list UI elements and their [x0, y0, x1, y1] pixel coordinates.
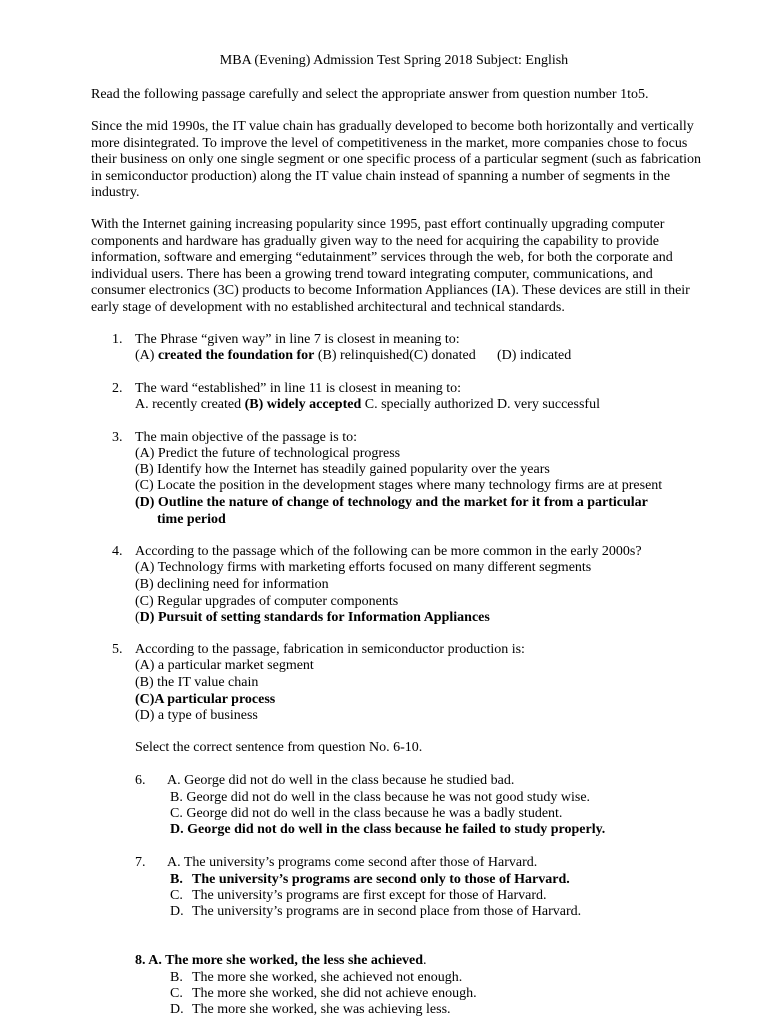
question-number: 2. [112, 381, 123, 396]
option-d: (D) a type of business [135, 708, 258, 723]
question-number: 5. [112, 642, 123, 657]
option-b: (B) Identify how the Internet has steadily gained popularity over the years [135, 462, 550, 477]
question-stem: The main objective of the passage is to: [135, 430, 357, 445]
option-c: (C) Locate the position in the development stages where many technology firms are at present [135, 478, 663, 493]
question-stem: According to the passage which of the following can be more common in the early 2000s? [135, 544, 642, 559]
option-c-label: C. [170, 986, 183, 1001]
question-number: 7. [135, 855, 146, 870]
passage-paragraph-1: Since the mid 1990s, the IT value chain has gradually developed to become both horizontally and vertically more disintegrated. To improve the level of competitiveness in the market, more companies chose to focus their business on only one single segment or one specific process of a particular segment (such as fabrication in semiconductor production) along the IT value chain instead of spanning a number of segments in the industry. [91, 119, 701, 200]
option-c: The university’s programs are first except for those of Harvard. [192, 888, 547, 903]
option-d-label: D. [170, 904, 184, 919]
question-number: 4. [112, 544, 123, 559]
option-b: The more she worked, she achieved not enough. [192, 970, 463, 985]
question-options: (A) created the foundation for (B) relinquished(C) donated [135, 348, 476, 363]
option-c: The more she worked, she did not achieve enough. [192, 986, 477, 1001]
option-b-label: B. [170, 970, 183, 985]
option-a: (A) Technology firms with marketing efforts focused on many different segments [135, 560, 592, 575]
option-a: A. The university’s programs come second after those of Harvard. [167, 855, 538, 870]
option-d: The more she worked, she was achieving less. [192, 1002, 451, 1017]
instruction-text: Read the following passage carefully and select the appropriate answer from question number 1to5. [91, 87, 649, 102]
option-b: (B) the IT value chain [135, 675, 259, 690]
option-a: (A) Predict the future of technological progress [135, 446, 401, 461]
question-stem: According to the passage, fabrication in semiconductor production is: [135, 642, 525, 657]
correct-answer: D) Pursuit of setting standards for Information Appliances [139, 610, 490, 625]
question-number: 3. [112, 430, 123, 445]
correct-answer-label: B. [170, 872, 183, 887]
correct-answer: (D) Outline the nature of change of technology and the market for it from a particular [135, 495, 648, 510]
option-a: A. George did not do well in the class because he studied bad. [167, 773, 515, 788]
question-stem: The ward “established” in line 11 is closest in meaning to: [135, 381, 462, 396]
option-c: (C) Regular upgrades of computer components [135, 594, 399, 609]
option-c-label: C. [170, 888, 183, 903]
option-d-label: D. [170, 1002, 184, 1017]
option-d: (D) Pursuit of setting standards for Information Appliances [135, 610, 490, 625]
correct-answer: The university’s programs are second only to those of Harvard. [192, 872, 570, 887]
passage-paragraph-2: With the Internet gaining increasing popularity since 1995, past effort continually upgrading computer components and hardware has gradually given way to the need for acquiring the capability to provide information, software and emerging “edutainment” services through the web, for both the corporate and individual users. There has been a growing trend toward integrating computer, communications, and consumer electronics (3C) products to become Information Appliances (IA). These devices are still in their early stage of development with no established architectural and technical standards. [91, 217, 690, 315]
question-options: A. recently created (B) widely accepted C. specially authorized D. very successful [135, 397, 600, 412]
page-title: MBA (Evening) Admission Test Spring 2018 Subject: English [219, 53, 569, 68]
correct-answer-continued: time period [157, 512, 226, 527]
option-d: The university’s programs are in second place from those of Harvard. [192, 904, 582, 919]
correct-answer: (C)A particular process [135, 692, 276, 707]
option-d: (D) indicated [497, 348, 572, 363]
question-number: 6. [135, 773, 146, 788]
correct-answer: 8. A. The more she worked, the less she achieved [135, 953, 424, 968]
option-a: (A) a particular market segment [135, 658, 314, 673]
correct-answer: D. George did not do well in the class because he failed to study properly. [170, 822, 606, 837]
option-b: B. George did not do well in the class because he was not good study wise. [170, 790, 591, 805]
option-c: C. George did not do well in the class because he was a badly student. [170, 806, 563, 821]
question-stem: The Phrase “given way” in line 7 is closest in meaning to: [135, 332, 460, 347]
question-8-line: 8. A. The more she worked, the less she achieved. [135, 953, 427, 968]
option-b: (B) declining need for information [135, 577, 329, 592]
correct-answer: (B) widely accepted [244, 397, 362, 412]
question-number: 1. [112, 332, 123, 347]
section-instruction: Select the correct sentence from question No. 6-10. [135, 740, 423, 755]
correct-answer: created the foundation for [157, 348, 315, 363]
